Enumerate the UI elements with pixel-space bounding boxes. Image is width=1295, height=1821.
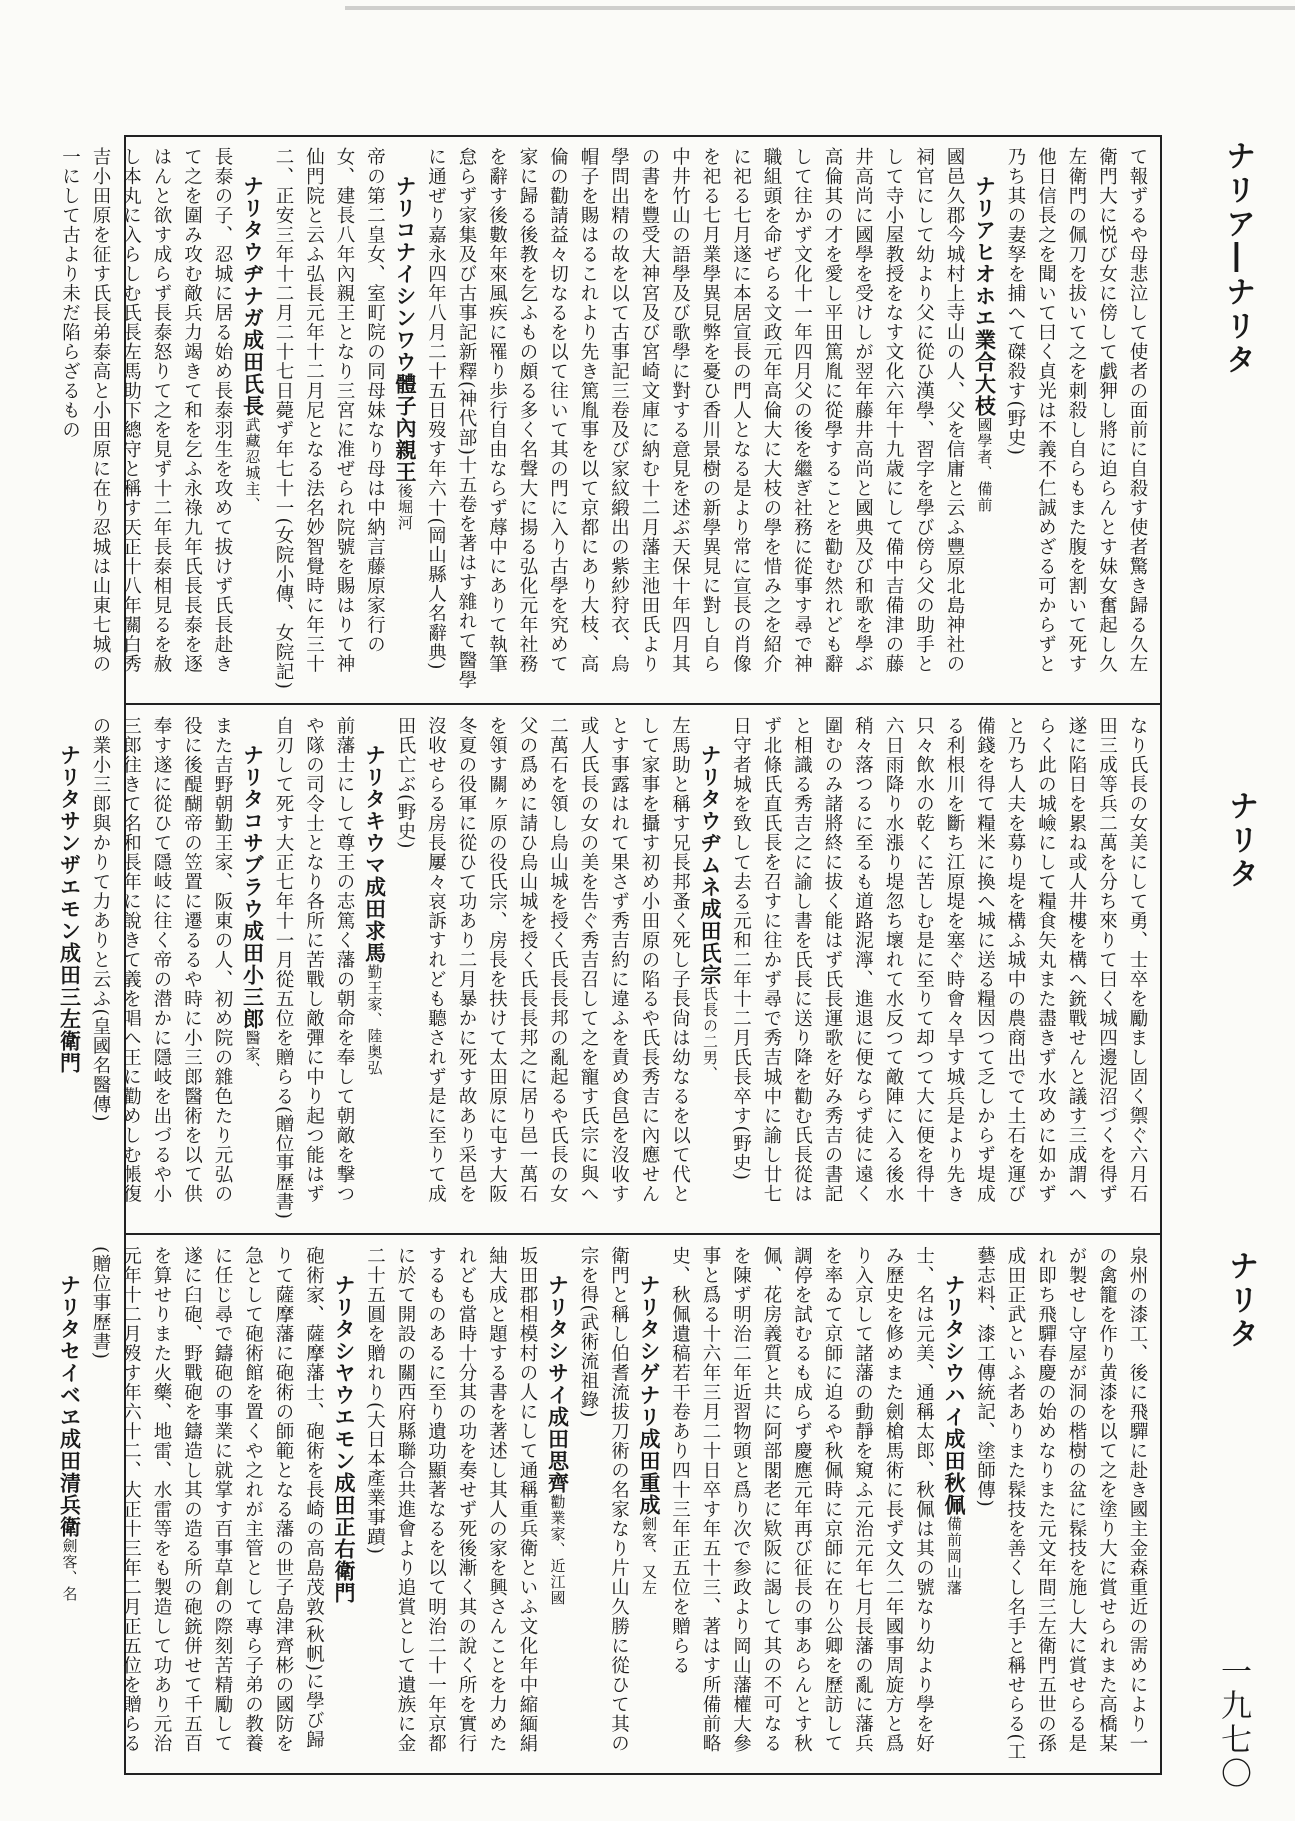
entry-heading <box>237 744 268 1221</box>
entry-kana: ナリタ <box>240 175 265 241</box>
running-head-main: ナリア―ナリタ <box>1220 140 1255 378</box>
entry-note: 勤王家、陸奥弘 <box>365 964 384 1076</box>
entry-reading: シウハイ <box>942 1340 966 1428</box>
entry-body: 國邑久郡今城村上寺山の人、父を信庸と云ふ豐原北島神社の祠官にして幼より父に從ひ漢學、習字を學び傍ら父の助手として寺小屋教授をなす文化六年十九歳にして備中吉備津の藤井高尚に國學を受けしが翌年藤井高尚と國典及び和歌を學ぶ高倫其の才を愛し平田篤胤に從學することを勸む然れども辭して往かず文化十一年四月父の後を繼ぎ社務に從事す尋で神職組頭を命ぜらる文政元年高倫大に大枝の學を惜み之を紹介に祀る七月遂に本居宣長の門人となる是より常に宣長の肖像を祀る七月業學異見弊を憂ひ香川景樹の新學異見に對し自ら中井竹山の語學及び歌學に對する意見を述ぶ天保十年四月其の書を豐受大神宮及び宮崎文庫に納む十二月藩主池田氏より學問出精の故を以て古事記三卷及び家紋緞出の紫紗狩衣、烏帽子を賜はるこれより先き篤胤事を以て京都にあり大枝、高倫の勸請益々切なるを以て往いて其の門に入り古學を究めて家に歸る後教を乞ふもの頗る多く名聲大に揚る弘化元年社務を辭す後數年來風疾に罹り歩行自由ならず蓐中にありて執筆怠らず家集及び古事記新釋(神代部)十五卷を著はす雜れて醫學に通ぜり嘉永四年八月二十五日歿す年六十(岡山縣人名辭典) <box>425 147 965 690</box>
entry-kana: ナリタ <box>332 1274 356 1340</box>
entry-name: 成田三左衛門 <box>57 942 83 1074</box>
entry-kana: ナリアヒ <box>972 175 997 263</box>
bottom-section-text <box>57 1236 1160 1773</box>
entry-kana: ナリコナイシンワウ <box>393 175 417 373</box>
entry-body: 衛門と稱し伯耆流拔刀術の名家なり片山久勝に從ひて其の宗を得(武術流祖錄) <box>578 1246 630 1753</box>
running-head-lower: ナリタ <box>1223 1250 1258 1352</box>
middle-section <box>57 706 1160 1231</box>
entry-kana: ナリタ <box>942 1274 966 1340</box>
entry-kana: ナリタ <box>362 744 387 810</box>
entry-heading <box>54 1274 85 1763</box>
bottom-lead-text: 泉州の漆工、後に飛驒に赴き國主金森重近の需めにより一の禽籠を作り黄漆を以て之を塗り大に賞せられまた高橋某が製せし守屋が洞の楷樹の盆に髹技を施し大に賞せらる是れ即ち飛驒春慶の始めなりまた元文年間三左衛門五世の孫成田正武といふ者ありまた髹技を善くし名手と稱せらる(工藝志料、漆工傳統記、塗師傳) <box>974 1246 1148 1762</box>
section-divider-1 <box>126 703 1160 705</box>
top-lead-text: て報ずるや母悲泣して使者の面前に自殺す使者驚き歸る久左衛門大に悦び女に傍して戯狎し將に迫らんとす妹女奮起し久左衛門の佩刀を拔いて之を刺殺し自らもまた腹を割いて死す他日信長之を聞いて曰く貞光は不義不仁誠めざる可からずと乃ち其の妻孥を捕へて磔殺す(野史) <box>1005 147 1148 674</box>
entry-heading <box>634 1274 665 1763</box>
section-divider-2 <box>126 1233 1160 1235</box>
entry-heading <box>329 1274 360 1763</box>
entry-body: 前藩士にして尊王の志篤く藩の朝命を奉して朝敵を撃つや隊の司令士となり各所に苦戰し敵彈に中り起つ能はず自刃して死す大正七年十一月從五位を贈らる(贈位事歷書) <box>273 716 355 1220</box>
entry-name: 成田思齊 <box>545 1406 571 1494</box>
middle-lead-text: なり氏長の女美にして勇、士卒を勵まし固く禦ぐ六月石田三成等兵二萬を分ち來りて曰く城四邊泥沼づくを得ず遂に陷日を累ね或人井樓を構へ銃戰せんと議す三成謂へらく此の城嶮にして糧食矢丸また盡きず水攻めに如かずと乃ち人夫を募り堤を構ふ城中の農商出でて土石を運び備錢を得て糧米に換へ城に送る糧因つて乏しからず堤成る利根川を斷ち江原堤を塞ぐ時會々旱す城兵是より先き只々飲水の乾くに苦しむ是に至りて却つて大に便を得十六日雨降り水漲り堤忽ち壞れて水反つて敵陣に入る後水稍々落つるに至るも道路泥濘、進退に便ならず徒に遠く圍むのみ諸將終に拔く能はず氏長運歌を好み秀吉の書記と相識る秀吉之に諭し書を氏長に送り降を勸む氏長從はず北條氏直氏長を召すに往かず尋で秀吉城中に諭し廿七日守者城を致して去る元和二年十二月氏長卒す(野史) <box>730 716 1148 1204</box>
entry-kana: ナリタ <box>240 744 265 810</box>
running-head-middle: ナリタ <box>1223 790 1258 892</box>
entry-body: 坂田郡相模村の人にして通稱重兵衛といふ文化年中縮緬絹紬大成と題する書を著述し其人の家を興さんことを力めたれども當時十分其の功を奏せず死後漸く其の說く所を實行するものあるに至り遺功顯著なるを以て明治二十一年京都に於て開設の關西府縣聯合共進會より追賞として遺族に金二十五圓を贈れり(大日本產業事蹟) <box>364 1246 538 1753</box>
entry-kana: ナリタ <box>57 1274 82 1340</box>
entry-kana: ナリタ <box>545 1274 570 1340</box>
entry-heading <box>939 1274 970 1763</box>
entry-kana: ナリタ <box>698 744 722 810</box>
entry-name: 成田求馬 <box>362 876 388 964</box>
entry-kana: ナリタ <box>637 1274 661 1340</box>
entry-name: 成田清兵衛 <box>57 1428 83 1538</box>
entry-body: 左馬助と稱す兄長邦蚤く死し子長尙は幼なるを以て代として家事を攝す初め小田原の陷るや氏長秀吉に內應せんとす事露はれて果さず秀吉約に違ふを責め食邑を沒收す或人氏長の女の美を告ぐ秀吉召して之を寵す氏宗に與へ二萬石を領し烏山城を授く氏長長邦の亂起るや氏長の女父の爲めに請ひ烏山城を授く氏長長邦之に居り邑一萬石を領す關ヶ原の役氏宗、房長を扶けて太田原に屯す大阪冬夏の役軍に從ひて功あり二月暴かに死す故あり采邑を沒收せらる房長屢々哀訴すれども聽されず是に至りて成田氏亡ぶ(野史) <box>395 716 691 1204</box>
entry-heading <box>359 744 390 1221</box>
entry-note: 劍客、名 <box>60 1538 79 1602</box>
entry-reading: ウヂナガ <box>240 241 265 329</box>
entry-heading <box>969 175 1000 692</box>
entry-reading: セイベヱ <box>57 1340 82 1428</box>
top-section-text <box>59 137 1160 702</box>
entry-name: 成田秋佩 <box>942 1428 967 1516</box>
entry-reading: ウヂムネ <box>698 810 722 898</box>
entry-name: 成田正右衛門 <box>332 1472 357 1604</box>
entry-reading: シゲナリ <box>637 1340 661 1428</box>
entry-body: 士、名は元美、通稱太郎、秋佩は其の號なり幼より學を好み歷史を修めまた劍槍馬術に長ず文久二年國事周旋方と爲り入京して諸藩の動靜を窺ふ元治元年七月長藩の亂に藩兵を率ゐて京師に迫るや秋佩時に京師に在り公卿を歷訪して調停を試むるも成らず慶應元年再び征長の事あらんとす秋佩、花房義質と共に阿部閣老に欵阪に謁して其の不可なるを陳ず明治二年近習物頭と爲り次で参政より岡山藩權大參事と爲る十六年三月二十日卒す年五十三、著はす所備前略史、秋佩遺稿若干卷あり四十三年正五位を贈らる <box>669 1246 935 1753</box>
entry-body: 長泰の子、忍城に居る始め長泰羽生を攻めて拔けず氏長赴きて之を圍み攻む敵兵力竭きて和を乞ふ永祿九年氏長長泰を逐はんと欲す成らず長泰怒りて之を見ず十二年長泰相見るを赦し本丸に入らしむ氏長左馬助下總守と稱す天正十八年關白秀吉小田原を征す氏長弟泰高と小田原に在り忍城は山東七城の一にして古より未だ陷らざるもの <box>59 147 233 674</box>
entry-name: 體子內親王 <box>393 373 418 483</box>
entry-heading <box>542 1274 573 1763</box>
entry-heading <box>695 744 726 1221</box>
entry-reading: シサイ <box>545 1340 570 1406</box>
bottom-section <box>57 1236 1160 1773</box>
entry-heading <box>237 175 268 692</box>
entry-note: 國學者、備前 <box>975 417 994 513</box>
page-number: 一九七〇 <box>1215 1655 1251 1791</box>
entry-note: 武藏忍城主、 <box>243 417 262 513</box>
entry-reading: サンザエモン <box>57 810 82 942</box>
entry-heading <box>390 175 421 692</box>
entry-name: 成田氏長 <box>240 329 266 417</box>
middle-section-text <box>57 706 1160 1231</box>
entry-note: 氏長の二男、 <box>701 986 719 1082</box>
entry-note: 醫家、 <box>243 1030 262 1078</box>
entry-heading <box>54 744 85 1221</box>
entry-note: 後堀河 <box>396 483 414 531</box>
entry-reading: コサブラウ <box>240 810 265 920</box>
entry-reading: シヤウエモン <box>332 1340 356 1472</box>
entry-body: 帝の第二皇女、室町院の同母妹なり母は中納言藤原家行の女、建長八年內親王となり三宮に准ぜられ院號を賜はりて神仙門院と云ふ弘長元年十二月尼となる法名妙智覺時に年三十二、正安三年十二月二十七日薨ず年七十一(女院小傳、女院記) <box>273 147 386 690</box>
entry-note: 劍客、又左 <box>640 1516 658 1596</box>
entry-name: 成田氏宗 <box>698 898 723 986</box>
top-rule <box>345 6 1295 10</box>
entry-name: 成田重成 <box>637 1428 662 1516</box>
entry-note: 備前岡山藩 <box>945 1516 963 1596</box>
entry-body: また吉野朝勤王家、阪東の人、初め院の雜色たり元弘の役に後醍醐帝の笠置に遷るるや時に小三郎醫術を以て供奉す遂に從ひて隱岐に往く帝の潜かに隱岐を出づるや小三郎往きて名和長年に說きて義を唱へ王に勸めしむ帳復の業小三郎與かりて力ありと云ふ(皇國名醫傳) <box>90 716 233 1204</box>
top-section <box>59 137 1160 702</box>
entry-note: 勸業家、近江國 <box>548 1494 567 1606</box>
entry-name: 業合大枝 <box>972 329 998 417</box>
entry-body: 砲術家、薩摩藩士、砲術を長崎の高島茂敦(秋帆)に學び歸りて薩摩藩に砲術の師範となる藩の世子島津齊彬の國防を急として砲術館を置くや之れが主管として專ら子弟の教養に任じ尋で鑄砲の事業に就掌す百事草創の際刻苦精勵して遂に臼砲、野戰砲を鑄造し其の造る所の砲銃併せて千五百を算せりまた火藥、地雷、水雷等をも製造して功あり元治元年十二月歿す年六十二、大正十三年二月正五位を贈らる(贈位事歷書) <box>90 1246 325 1753</box>
entry-name: 成田小三郎 <box>240 920 266 1030</box>
entry-kana: ナリタ <box>57 744 82 810</box>
entry-reading: オホエ <box>972 263 997 329</box>
entry-reading: キウマ <box>362 810 387 876</box>
